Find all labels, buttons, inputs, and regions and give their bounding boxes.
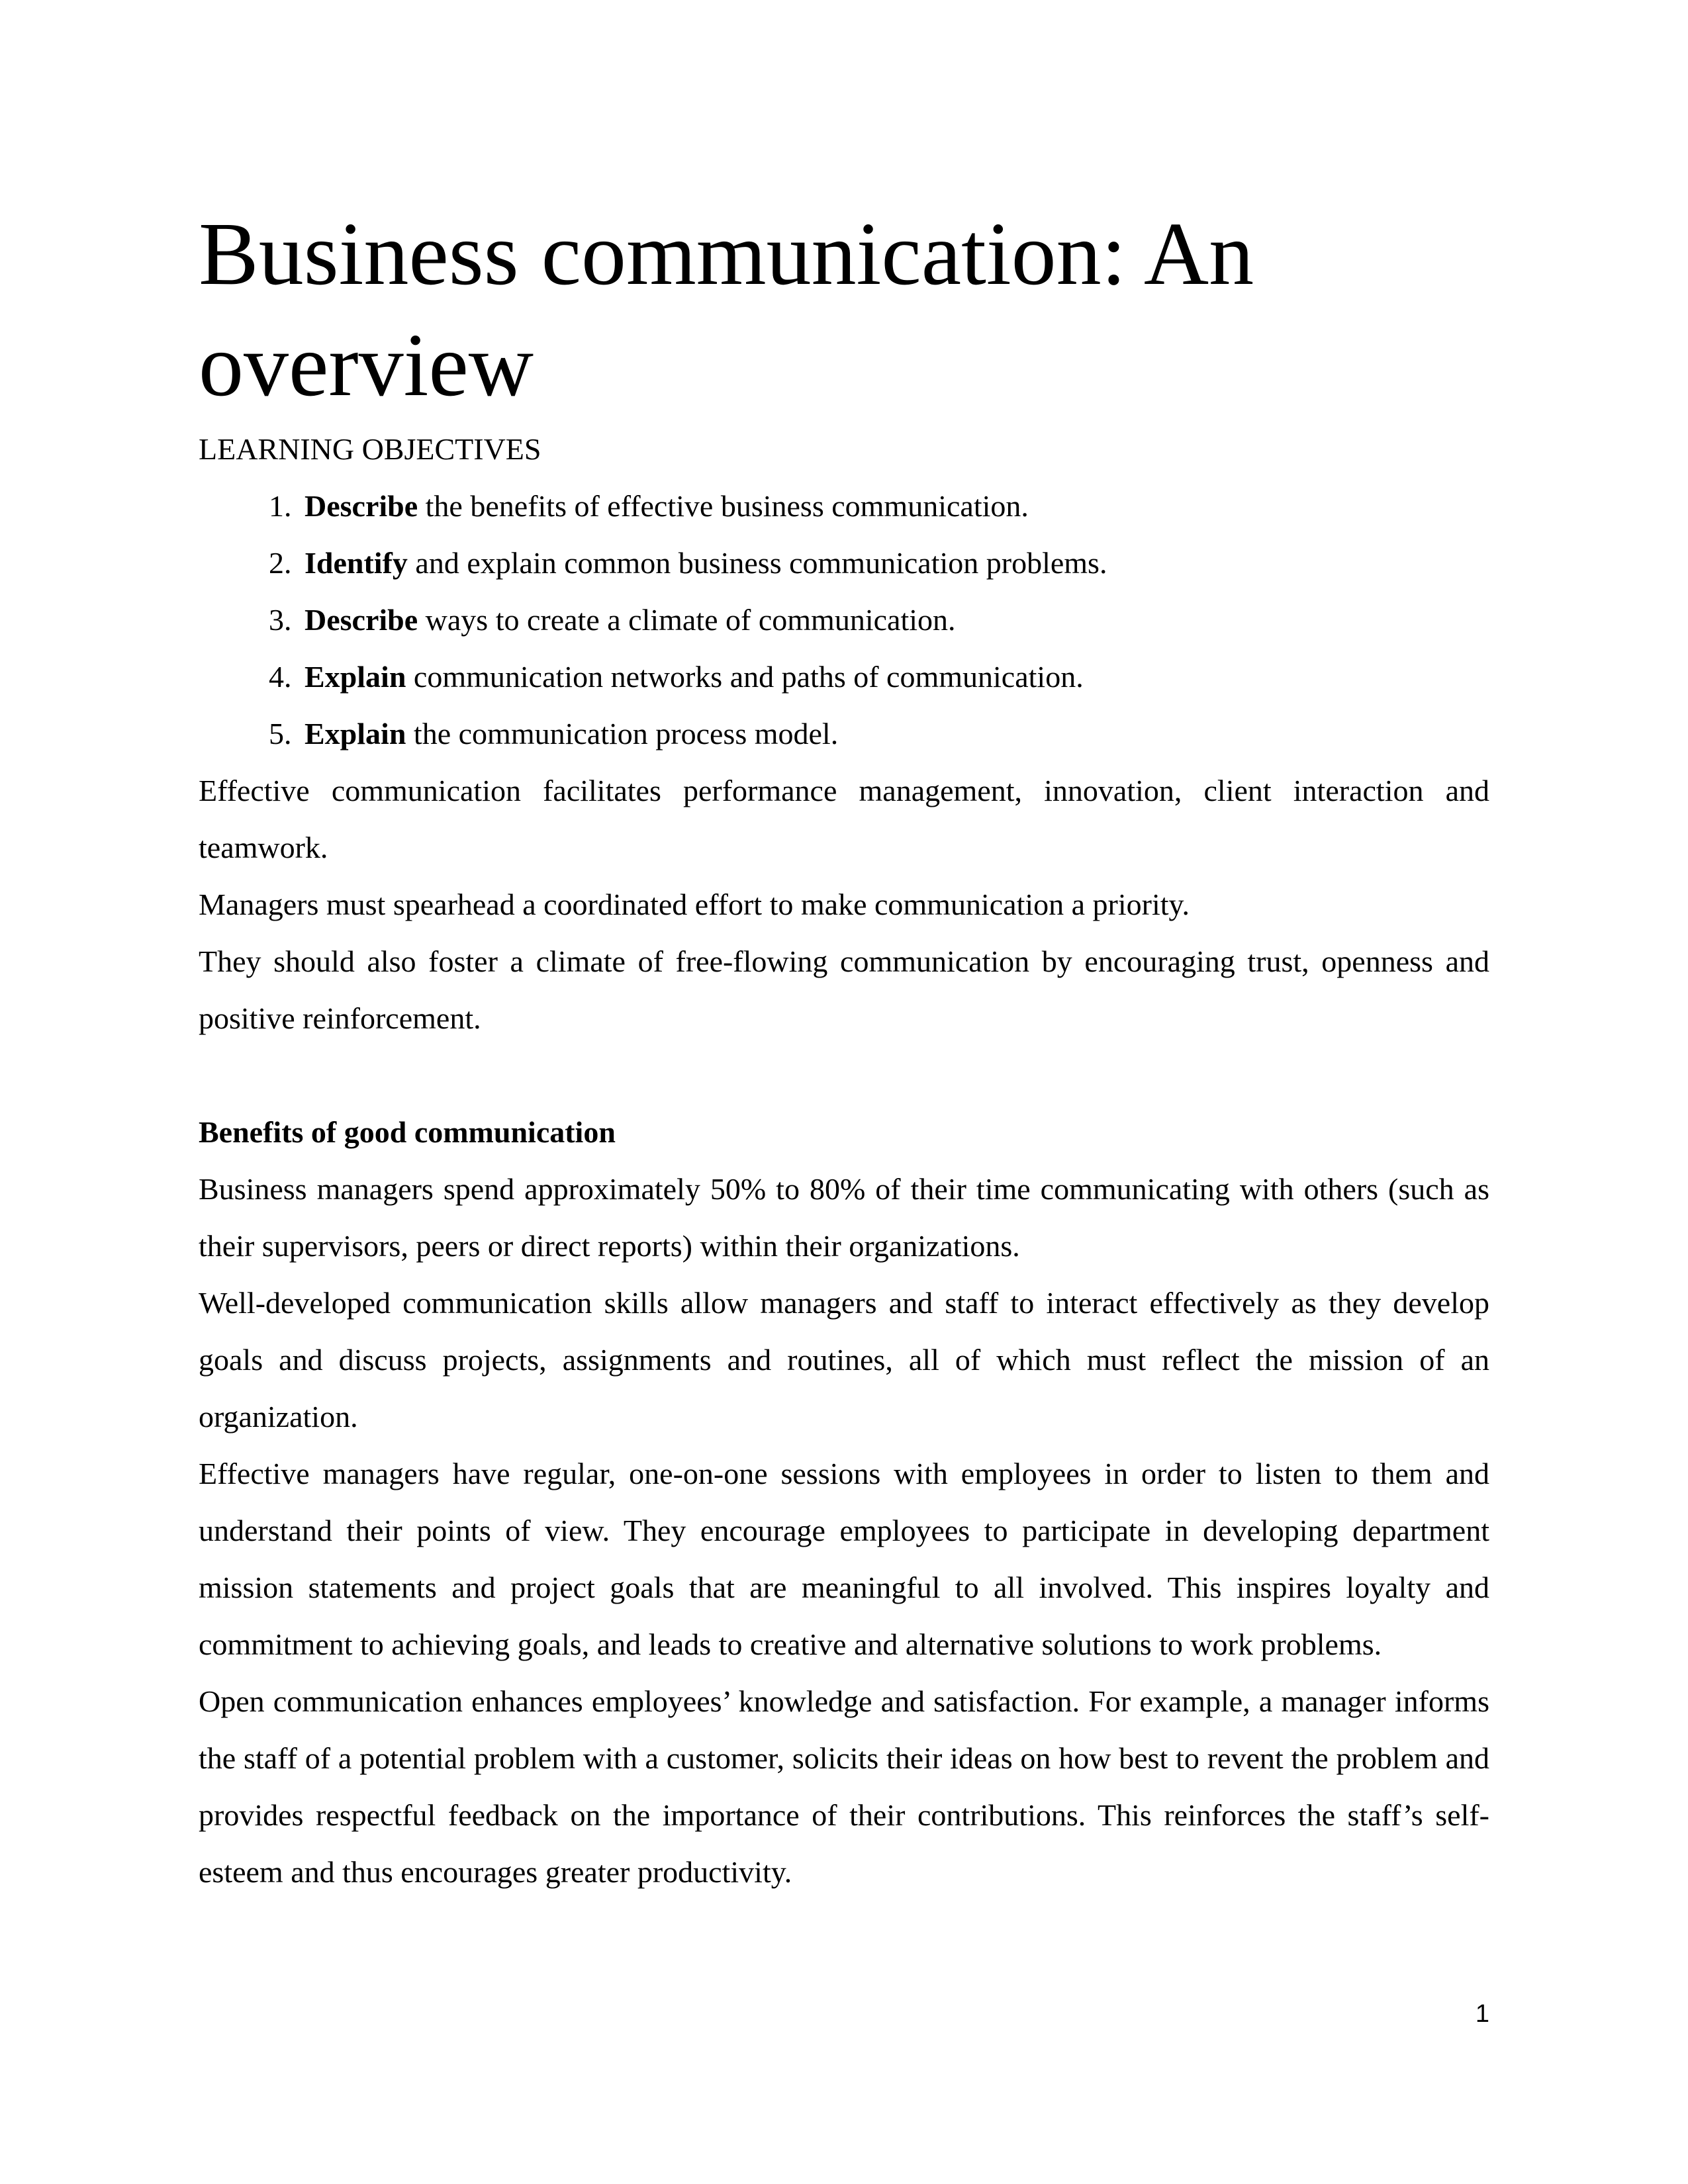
objective-verb: Identify [305, 546, 408, 580]
section-heading: Benefits of good communication [199, 1115, 616, 1149]
paragraph-spacer [199, 1047, 1489, 1104]
objective-text: the communication process model. [406, 717, 839, 751]
objective-item [299, 535, 1489, 592]
section-paragraph: Effective managers have regular, one-on-one sessions with employees in order to listen to them and understand their points of view. They encourage employees to participate in developing department mission statements and project goals that are meaningful to all involved. This inspires loyalty and commitment to achieving goals, and leads to creative and alternative solutions to work problems. [199, 1457, 1489, 1661]
objective-item [299, 478, 1489, 535]
objectives-heading: LEARNING OBJECTIVES [199, 432, 541, 466]
objective-verb: Explain [305, 660, 406, 694]
section-paragraph: Open communication enhances employees’ knowledge and satisfaction. For example, a manager informs the staff of a potential problem with a customer, solicits their ideas on how best to revent the problem and provides respectful feedback on the importance of their contributions. This reinforces the staff’s self-esteem and thus encourages greater productivity. [199, 1684, 1489, 1889]
objective-item [299, 649, 1489, 705]
document-title: Business communication: An overview [199, 205, 1254, 415]
objective-verb: Explain [305, 717, 406, 751]
objective-text: ways to create a climate of communication. [418, 603, 956, 637]
intro-paragraph: Managers must spearhead a coordinated effort to make communication a priority. [199, 887, 1190, 921]
section-paragraph: Well-developed communication skills allow managers and staff to interact effectively as they develop goals and discuss projects, assignments and routines, all of which must reflect the mission of an organization. [199, 1286, 1489, 1433]
intro-paragraph: Effective communication facilitates performance management, innovation, client interaction and teamwork. [199, 774, 1489, 864]
objective-text: the benefits of effective business communication. [418, 489, 1029, 523]
intro-paragraph: They should also foster a climate of free-flowing communication by encouraging trust, openness and positive reinforcement. [199, 944, 1489, 1035]
objective-text: and explain common business communication problems. [407, 546, 1107, 580]
objective-item [299, 592, 1489, 649]
objective-verb: Describe [305, 489, 418, 523]
page-number: 1 [1475, 2000, 1489, 2028]
page-content [199, 199, 1489, 1901]
section-paragraph: Business managers spend approximately 50% to 80% of their time communicating with others (such as their supervisors, peers or direct reports) within their organizations. [199, 1172, 1489, 1263]
objectives-list [199, 478, 1489, 762]
objective-verb: Describe [305, 603, 418, 637]
objective-text: communication networks and paths of communication. [406, 660, 1084, 694]
objective-item [299, 705, 1489, 762]
